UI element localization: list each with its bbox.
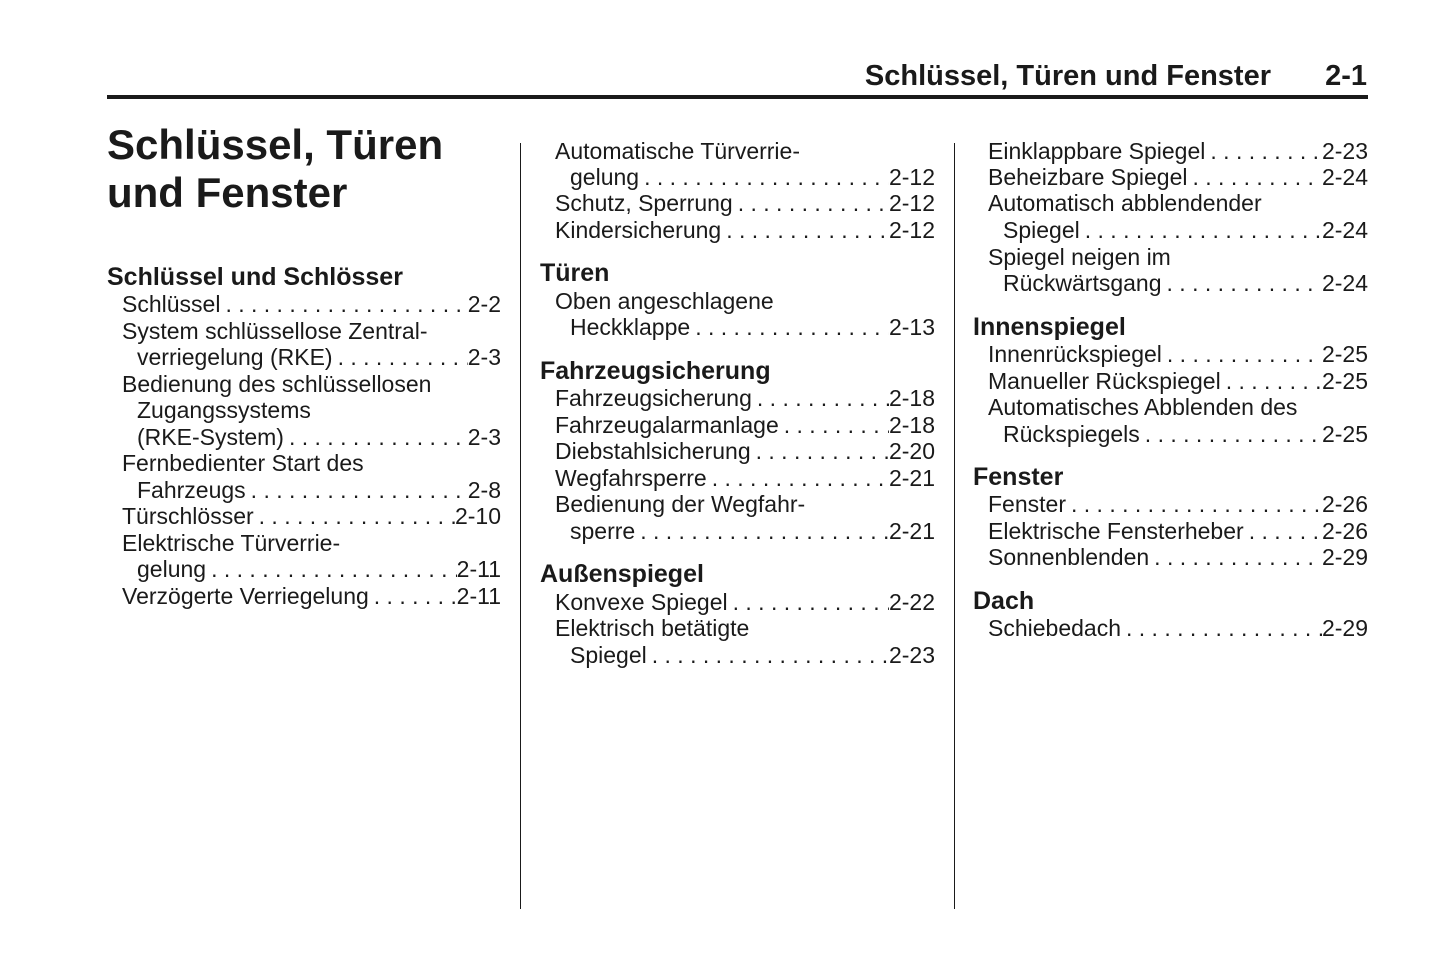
toc-entry[interactable]: Innenrückspiegel . . . 2-25 <box>988 341 1368 367</box>
toc-entry[interactable]: Diebstahlsicherung . . . 2-20 <box>555 438 935 464</box>
toc-entry-text: Elektrische Türverrie- <box>122 530 341 556</box>
toc-entry[interactable]: Heckklappe . . . 2-13 <box>570 314 935 340</box>
toc-entry[interactable]: Beheizbare Spiegel . . . 2-24 <box>988 164 1368 190</box>
toc-entry-text: Zugangssystems <box>137 397 311 423</box>
section-heading: Innenspiegel <box>973 313 1126 341</box>
toc-entry[interactable]: Fahrzeugsicherung . . . 2-18 <box>555 385 935 411</box>
toc-entry[interactable]: Rückwärtsgang . . . 2-24 <box>1003 270 1368 296</box>
chapter-title-line-1: Schlüssel, Türen <box>107 121 444 168</box>
toc-entry[interactable]: (RKE-System) . . . 2-3 <box>137 424 501 450</box>
toc-entry[interactable]: Sonnenblenden . . . 2-29 <box>988 544 1368 570</box>
toc-entry-text: Automatische Türverrie- <box>555 138 800 164</box>
toc-entry-text: System schlüssellose Zentral- <box>122 318 428 344</box>
section-heading: Außenspiegel <box>540 560 704 588</box>
toc-entry[interactable]: Schiebedach . . . 2-29 <box>988 615 1368 641</box>
toc-entry[interactable]: Fahrzeugalarmanlage . . . 2-18 <box>555 412 935 438</box>
toc-entry-text: Automatisch abblendender <box>988 190 1262 216</box>
header-rule <box>107 95 1368 99</box>
toc-entry-text: Oben angeschlagene <box>555 288 774 314</box>
toc-entry-text: Fernbedienter Start des <box>122 450 364 476</box>
toc-entry-text: Spiegel neigen im <box>988 244 1171 270</box>
toc-entry[interactable]: Kindersicherung . . . 2-12 <box>555 217 935 243</box>
toc-entry[interactable]: Fahrzeugs . . . 2-8 <box>137 477 501 503</box>
running-header-title: Schlüssel, Türen und Fenster <box>864 60 1271 92</box>
toc-entry[interactable]: Spiegel . . . 2-24 <box>1003 217 1368 243</box>
toc-entry[interactable]: Rückspiegels . . . 2-25 <box>1003 421 1368 447</box>
section-heading: Fahrzeugsicherung <box>540 357 771 385</box>
toc-entry-text: Bedienung des schlüssellosen <box>122 371 432 397</box>
toc-entry[interactable]: Einklappbare Spiegel . . . 2-23 <box>988 138 1368 164</box>
column-divider-2 <box>954 143 955 909</box>
running-header <box>107 58 1367 98</box>
section-heading: Schlüssel und Schlösser <box>107 263 403 291</box>
toc-entry[interactable]: Fenster . . . 2-26 <box>988 491 1368 517</box>
toc-entry[interactable]: Türschlösser . . . 2-10 <box>122 503 501 529</box>
toc-entry[interactable]: gelung . . . 2-11 <box>137 556 501 582</box>
chapter-title-line-2: und Fenster <box>107 169 348 216</box>
section-heading: Dach <box>973 587 1035 615</box>
toc-entry[interactable]: Konvexe Spiegel . . . 2-22 <box>555 589 935 615</box>
toc-entry-text: Bedienung der Wegfahr- <box>555 491 806 517</box>
chapter-title <box>107 121 443 217</box>
toc-entry[interactable]: Wegfahrsperre . . . 2-21 <box>555 465 935 491</box>
section-heading: Fenster <box>973 463 1064 491</box>
toc-entry[interactable]: gelung . . . 2-12 <box>570 164 935 190</box>
toc-entry[interactable]: verriegelung (RKE) . . . 2-3 <box>137 344 501 370</box>
page-number: 2-1 <box>1325 60 1367 92</box>
toc-entry[interactable]: Schutz, Sperrung . . . 2-12 <box>555 190 935 216</box>
column-divider-1 <box>520 143 521 909</box>
section-heading: Türen <box>540 259 610 287</box>
toc-entry[interactable]: Verzögerte Verriegelung . . . 2-11 <box>122 583 501 609</box>
toc-entry[interactable]: sperre . . . 2-21 <box>570 518 935 544</box>
toc-entry[interactable]: Elektrische Fensterheber . . . 2-26 <box>988 518 1368 544</box>
toc-entry[interactable]: Spiegel . . . 2-23 <box>570 642 935 668</box>
toc-entry[interactable]: Schlüssel . . . 2-2 <box>122 291 501 317</box>
toc-entry-text: Elektrisch betätigte <box>555 615 750 641</box>
toc-entry-text: Automatisches Abblenden des <box>988 394 1298 420</box>
toc-entry[interactable]: Manueller Rückspiegel . . . 2-25 <box>988 368 1368 394</box>
